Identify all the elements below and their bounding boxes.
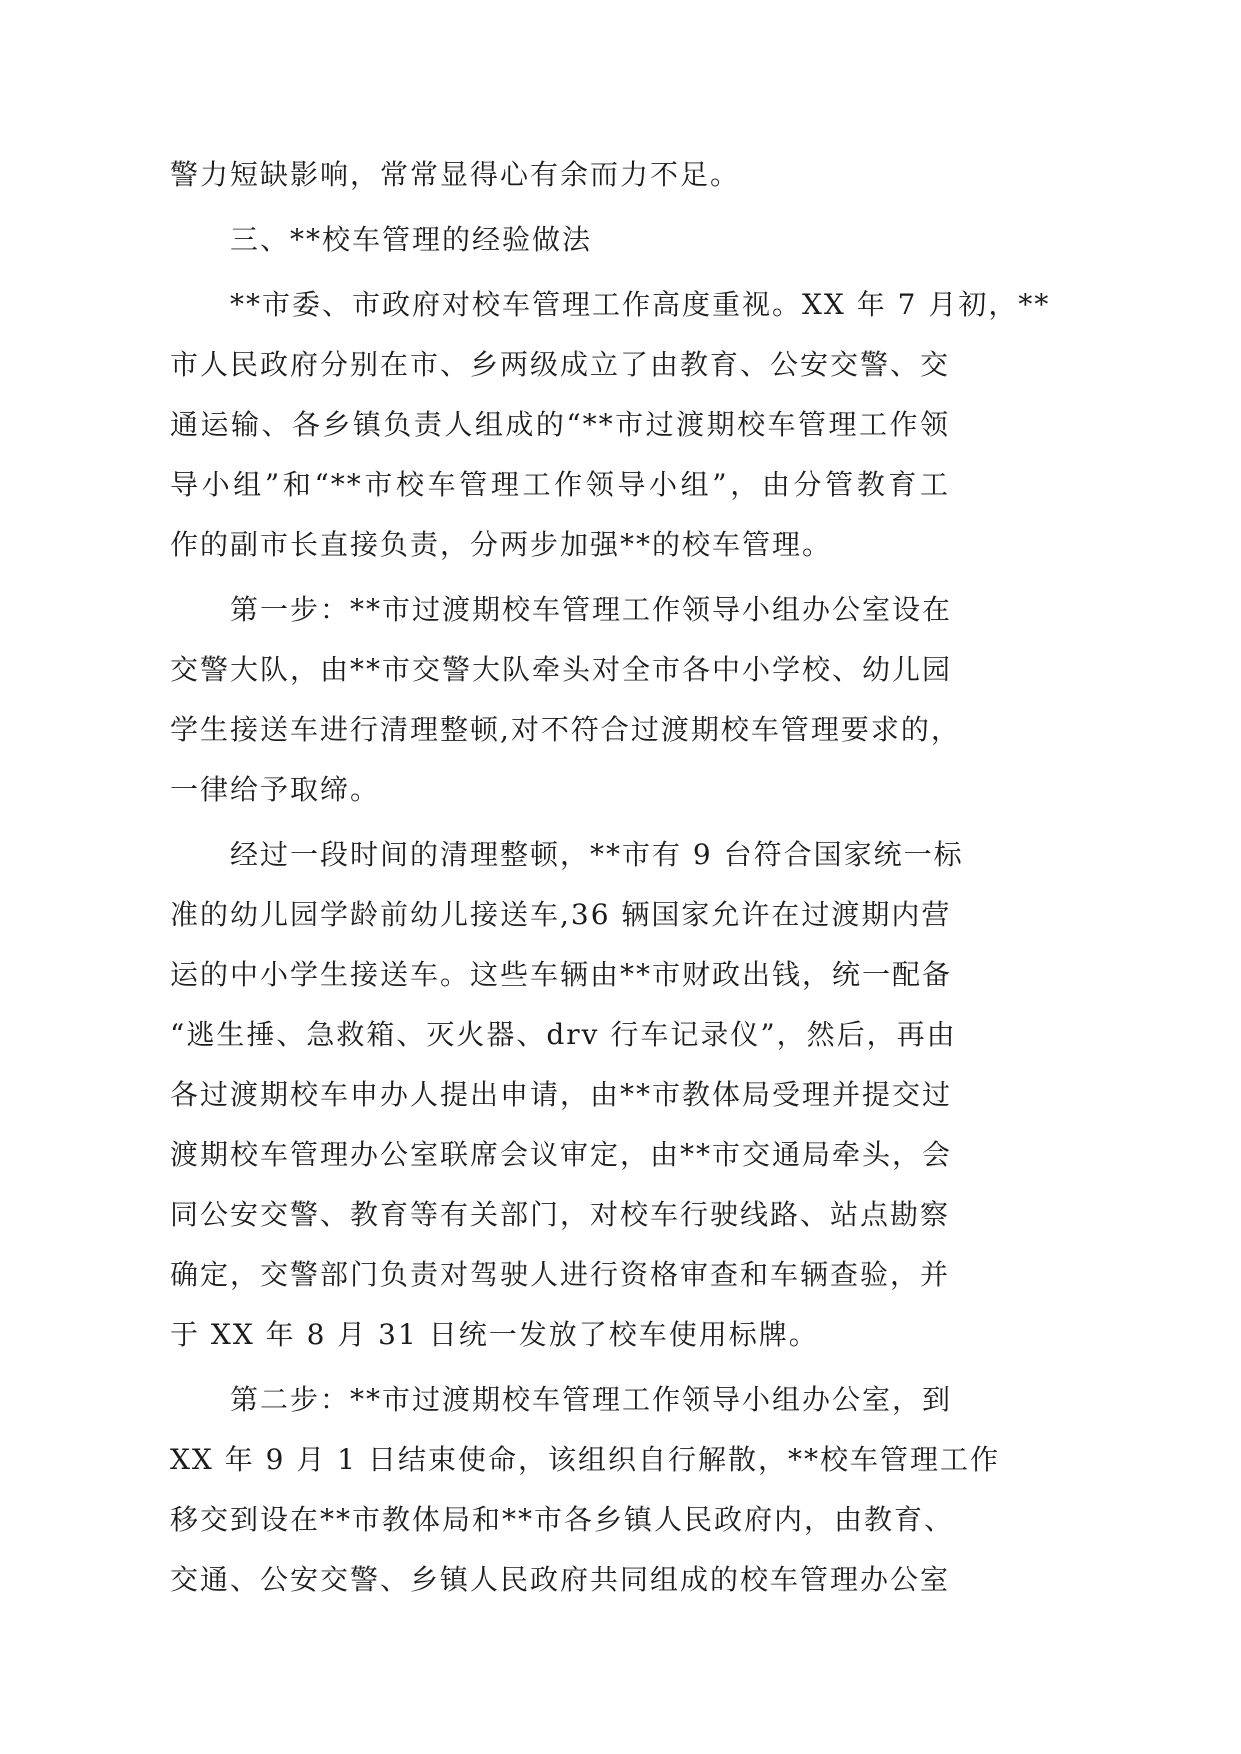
paragraph-line: **市委、市政府对校车管理工作高度重视。XX 年 7 月初，** bbox=[230, 288, 1051, 321]
paragraph bbox=[170, 825, 964, 1365]
paragraph-line: 学生接送车进行清理整顿,对不符合过渡期校车管理要求的， bbox=[170, 713, 961, 746]
paragraph-line: 一律给予取缔。 bbox=[170, 773, 381, 806]
paragraph-line: 渡期校车管理办公室联席会议审定，由**市交通局牵头，会 bbox=[170, 1138, 953, 1171]
section-heading-text: 三、**校车管理的经验做法 bbox=[230, 223, 593, 256]
paragraph bbox=[170, 1370, 1001, 1610]
paragraph-line: 同公安交警、教育等有关部门，对校车行驶线路、站点勘察 bbox=[170, 1198, 951, 1231]
paragraph-line: 经过一段时间的清理整顿，**市有 9 台符合国家统一标 bbox=[230, 838, 964, 871]
document-page bbox=[170, 145, 1051, 1610]
paragraph-line: 交警大队，由**市交警大队牵头对全市各中小学校、幼儿园 bbox=[170, 653, 953, 686]
paragraph bbox=[170, 145, 950, 205]
paragraph-line: 市人民政府分别在市、乡两级成立了由教育、公安交警、交 bbox=[170, 348, 951, 381]
paragraph-line: 第一步：**市过渡期校车管理工作领导小组办公室设在 bbox=[230, 593, 953, 626]
paragraph-line: 导小组”和“**市校车管理工作领导小组”，由分管教育工 bbox=[170, 468, 950, 501]
paragraph bbox=[170, 580, 961, 820]
paragraph-line: 准的幼儿园学龄前幼儿接送车,36 辆国家允许在过渡期内营 bbox=[170, 898, 952, 931]
paragraph-line: 作的副市长直接负责，分两步加强**的校车管理。 bbox=[170, 528, 833, 561]
paragraph-line: 于 XX 年 8 月 31 日统一发放了校车使用标牌。 bbox=[170, 1318, 819, 1351]
paragraph-line: 各过渡期校车申办人提出申请，由**市教体局受理并提交过 bbox=[170, 1078, 953, 1111]
paragraph bbox=[170, 275, 1051, 575]
paragraph-line: 运的中小学生接送车。这些车辆由**市财政出钱，统一配备 bbox=[170, 958, 953, 991]
paragraph-line: 通运输、各乡镇负责人组成的“**市过渡期校车管理工作领 bbox=[170, 408, 950, 441]
section-heading bbox=[170, 210, 950, 270]
paragraph-line: 确定，交警部门负责对驾驶人进行资格审查和车辆查验，并 bbox=[170, 1258, 951, 1291]
paragraph-line: 交通、公安交警、乡镇人民政府共同组成的校车管理办公室 bbox=[170, 1563, 951, 1596]
paragraph-line: 警力短缺影响，常常显得心有余而力不足。 bbox=[170, 158, 741, 191]
paragraph-line: 移交到设在**市教体局和**市各乡镇人民政府内，由教育、 bbox=[170, 1503, 955, 1536]
paragraph-line: 第二步：**市过渡期校车管理工作领导小组办公室，到 bbox=[230, 1383, 953, 1416]
paragraph-line: XX 年 9 月 1 日结束使命，该组织自行解散，**校车管理工作 bbox=[170, 1443, 1001, 1476]
paragraph-line: “逃生捶、急救箱、灭火器、drv 行车记录仪”，然后，再由 bbox=[170, 1018, 957, 1051]
